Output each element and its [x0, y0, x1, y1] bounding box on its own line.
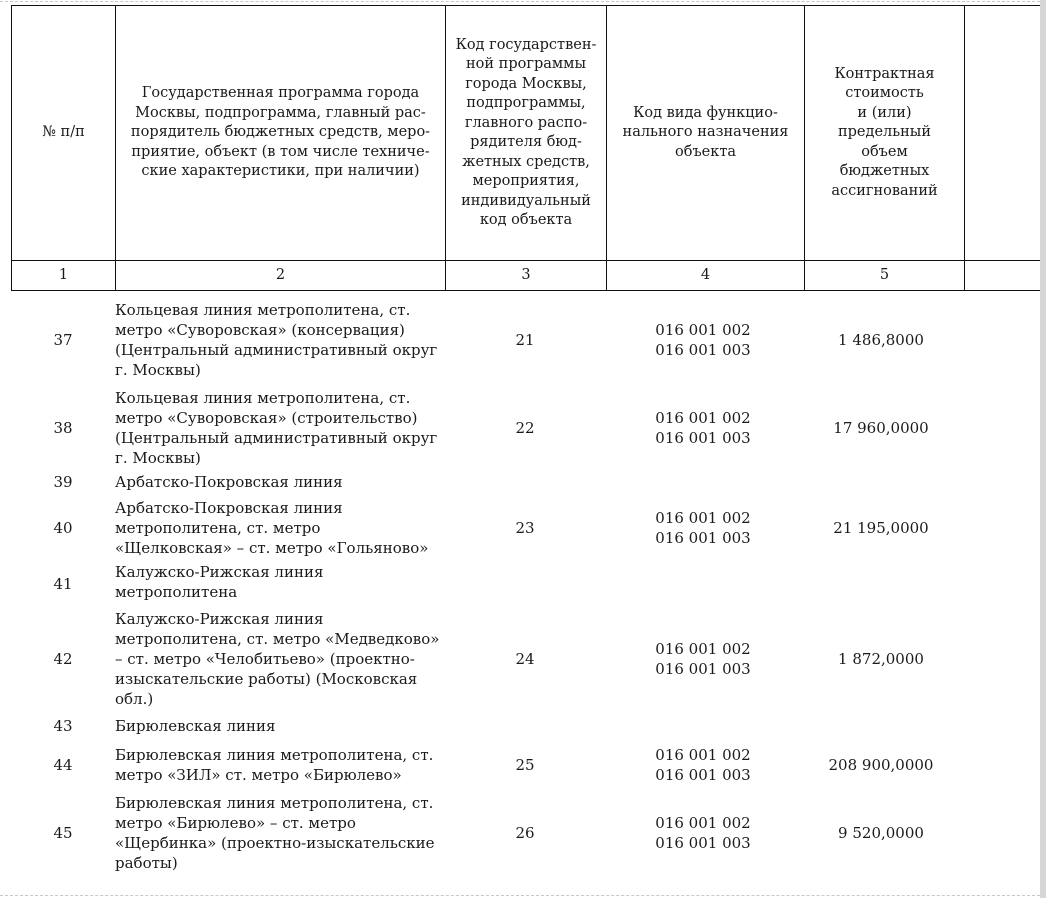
row-cost: 208 900,0000: [828, 756, 934, 774]
header-line: ские характеристики, при наличии): [141, 163, 420, 180]
row-function-codes: [605, 745, 801, 785]
row-cost: 17 960,0000: [833, 419, 929, 437]
header-line: нального назначения: [622, 124, 789, 141]
header-program-code: [446, 6, 607, 261]
column-number: 1: [12, 261, 116, 291]
table-row: [11, 472, 1041, 494]
header-num: № п/п: [12, 6, 116, 261]
header-line: код объекта: [479, 212, 573, 228]
row-cost: 1 486,8000: [838, 331, 924, 349]
function-code: 016 001 003: [655, 341, 751, 359]
column-number: 3: [446, 261, 607, 291]
column-number: 5: [805, 261, 965, 291]
function-code: 016 001 002: [655, 321, 751, 339]
row-name: Калужско-Рижская линия метрополитена: [115, 563, 324, 601]
row-function-codes: [605, 408, 801, 448]
row-number: 41: [53, 575, 73, 593]
row-program-code: 25: [515, 756, 535, 774]
header-line: и (или): [857, 104, 912, 121]
header-line: предельный: [837, 124, 931, 141]
row-name: Кольцевая линия метрополитена, ст. метро «Суворовская» (строительство) (Центральный административный округ г. Москвы): [115, 389, 438, 467]
row-function-codes: [605, 320, 801, 360]
row-program-code: 23: [515, 519, 535, 537]
header-line: Государственная программа города: [141, 85, 420, 102]
vertical-scrollbar[interactable]: [1040, 0, 1046, 898]
row-number: 45: [53, 824, 73, 842]
row-name: Арбатско-Покровская линия метрополитена, ст. метро «Щелковская» – ст. метро «Гольяново»: [115, 499, 429, 557]
header-line: подпрограммы,: [466, 95, 586, 111]
column-number: 2: [116, 261, 446, 291]
table-row: [11, 494, 1041, 562]
header-line: города Москвы,: [465, 75, 587, 92]
header-extra: [965, 6, 1044, 261]
row-program-code: 21: [515, 331, 535, 349]
function-code: 016 001 003: [655, 660, 751, 678]
header-line: Код государствен-: [455, 36, 597, 53]
header-line: главного распо-: [464, 114, 588, 131]
table-body: [11, 296, 1041, 876]
header-function-code: [607, 6, 805, 261]
row-number: 44: [53, 756, 73, 774]
header-line: Код вида функцио-: [633, 104, 778, 121]
header-line: рядителя бюд-: [470, 134, 582, 150]
function-code: 016 001 003: [655, 834, 751, 852]
table-row: [11, 296, 1041, 384]
function-code: 016 001 002: [655, 509, 751, 527]
header-line: мероприятия,: [472, 173, 580, 189]
table-row: [11, 712, 1041, 740]
header-program: [116, 6, 446, 261]
row-number: 39: [53, 473, 73, 491]
row-program-code: 24: [515, 650, 535, 668]
header-line: порядитель бюджетных средств, меро-: [130, 124, 431, 141]
column-number: 4: [607, 261, 805, 291]
function-code: 016 001 002: [655, 409, 751, 427]
header-row: [12, 6, 1044, 261]
header-cost: [805, 6, 965, 261]
row-name: Бирюлевская линия метрополитена, ст. метро «Бирюлево» – ст. метро «Щербинка» (проектно-изыскательские работы): [115, 794, 435, 872]
header-line: Москвы, подпрограмма, главный рас-: [135, 104, 426, 121]
row-number: 40: [53, 519, 73, 537]
row-name: Бирюлевская линия метрополитена, ст. метро «ЗИЛ» ст. метро «Бирюлево»: [115, 746, 434, 784]
header-line: стоимость: [845, 85, 924, 102]
function-code: 016 001 002: [655, 746, 751, 764]
table-row: [11, 790, 1041, 876]
function-code: 016 001 002: [655, 814, 751, 832]
column-number-row: [12, 261, 1044, 291]
function-code: 016 001 003: [655, 429, 751, 447]
table-row: [11, 740, 1041, 790]
row-name: Кольцевая линия метрополитена, ст. метро «Суворовская» (консервация) (Центральный административный округ г. Москвы): [115, 301, 438, 379]
row-number: 37: [53, 331, 73, 349]
header-line: индивидуальный: [461, 192, 591, 209]
header-line: ной программы: [466, 56, 586, 72]
row-cost: 9 520,0000: [838, 824, 924, 842]
row-program-code: 26: [515, 824, 535, 842]
function-code: 016 001 003: [655, 766, 751, 784]
header-line: жетных средств,: [462, 153, 590, 170]
page-bottom-edge: [0, 895, 1040, 896]
row-cost: 21 195,0000: [833, 519, 929, 537]
row-name: Бирюлевская линия: [115, 717, 276, 735]
header-line: объем: [861, 143, 908, 160]
row-number: 38: [53, 419, 73, 437]
header-line: бюджетных: [839, 163, 930, 180]
function-code: 016 001 002: [655, 640, 751, 658]
header-line: Контрактная: [834, 65, 935, 82]
row-program-code: 22: [515, 419, 535, 437]
table-header: [11, 5, 1043, 291]
row-function-codes: [605, 508, 801, 548]
row-function-codes: [605, 639, 801, 679]
function-code: 016 001 003: [655, 529, 751, 547]
column-number: [965, 261, 1044, 291]
row-cost: 1 872,0000: [838, 650, 924, 668]
row-name: Арбатско-Покровская линия: [115, 473, 343, 491]
row-function-codes: [605, 813, 801, 853]
header-line: объекта: [675, 143, 736, 160]
table-row: [11, 606, 1041, 712]
page-top-edge: [0, 1, 1040, 2]
table-row: [11, 384, 1041, 472]
table-row: [11, 562, 1041, 606]
header-line: приятие, объект (в том числе техниче-: [131, 143, 430, 160]
row-name: Калужско-Рижская линия метрополитена, ст. метро «Медведково» – ст. метро «Челобитьево» (проектно-изыскательские работы) (Московская обл.): [115, 610, 440, 708]
header-line: ассигнований: [831, 182, 938, 199]
row-number: 43: [53, 717, 73, 735]
row-number: 42: [53, 650, 73, 668]
